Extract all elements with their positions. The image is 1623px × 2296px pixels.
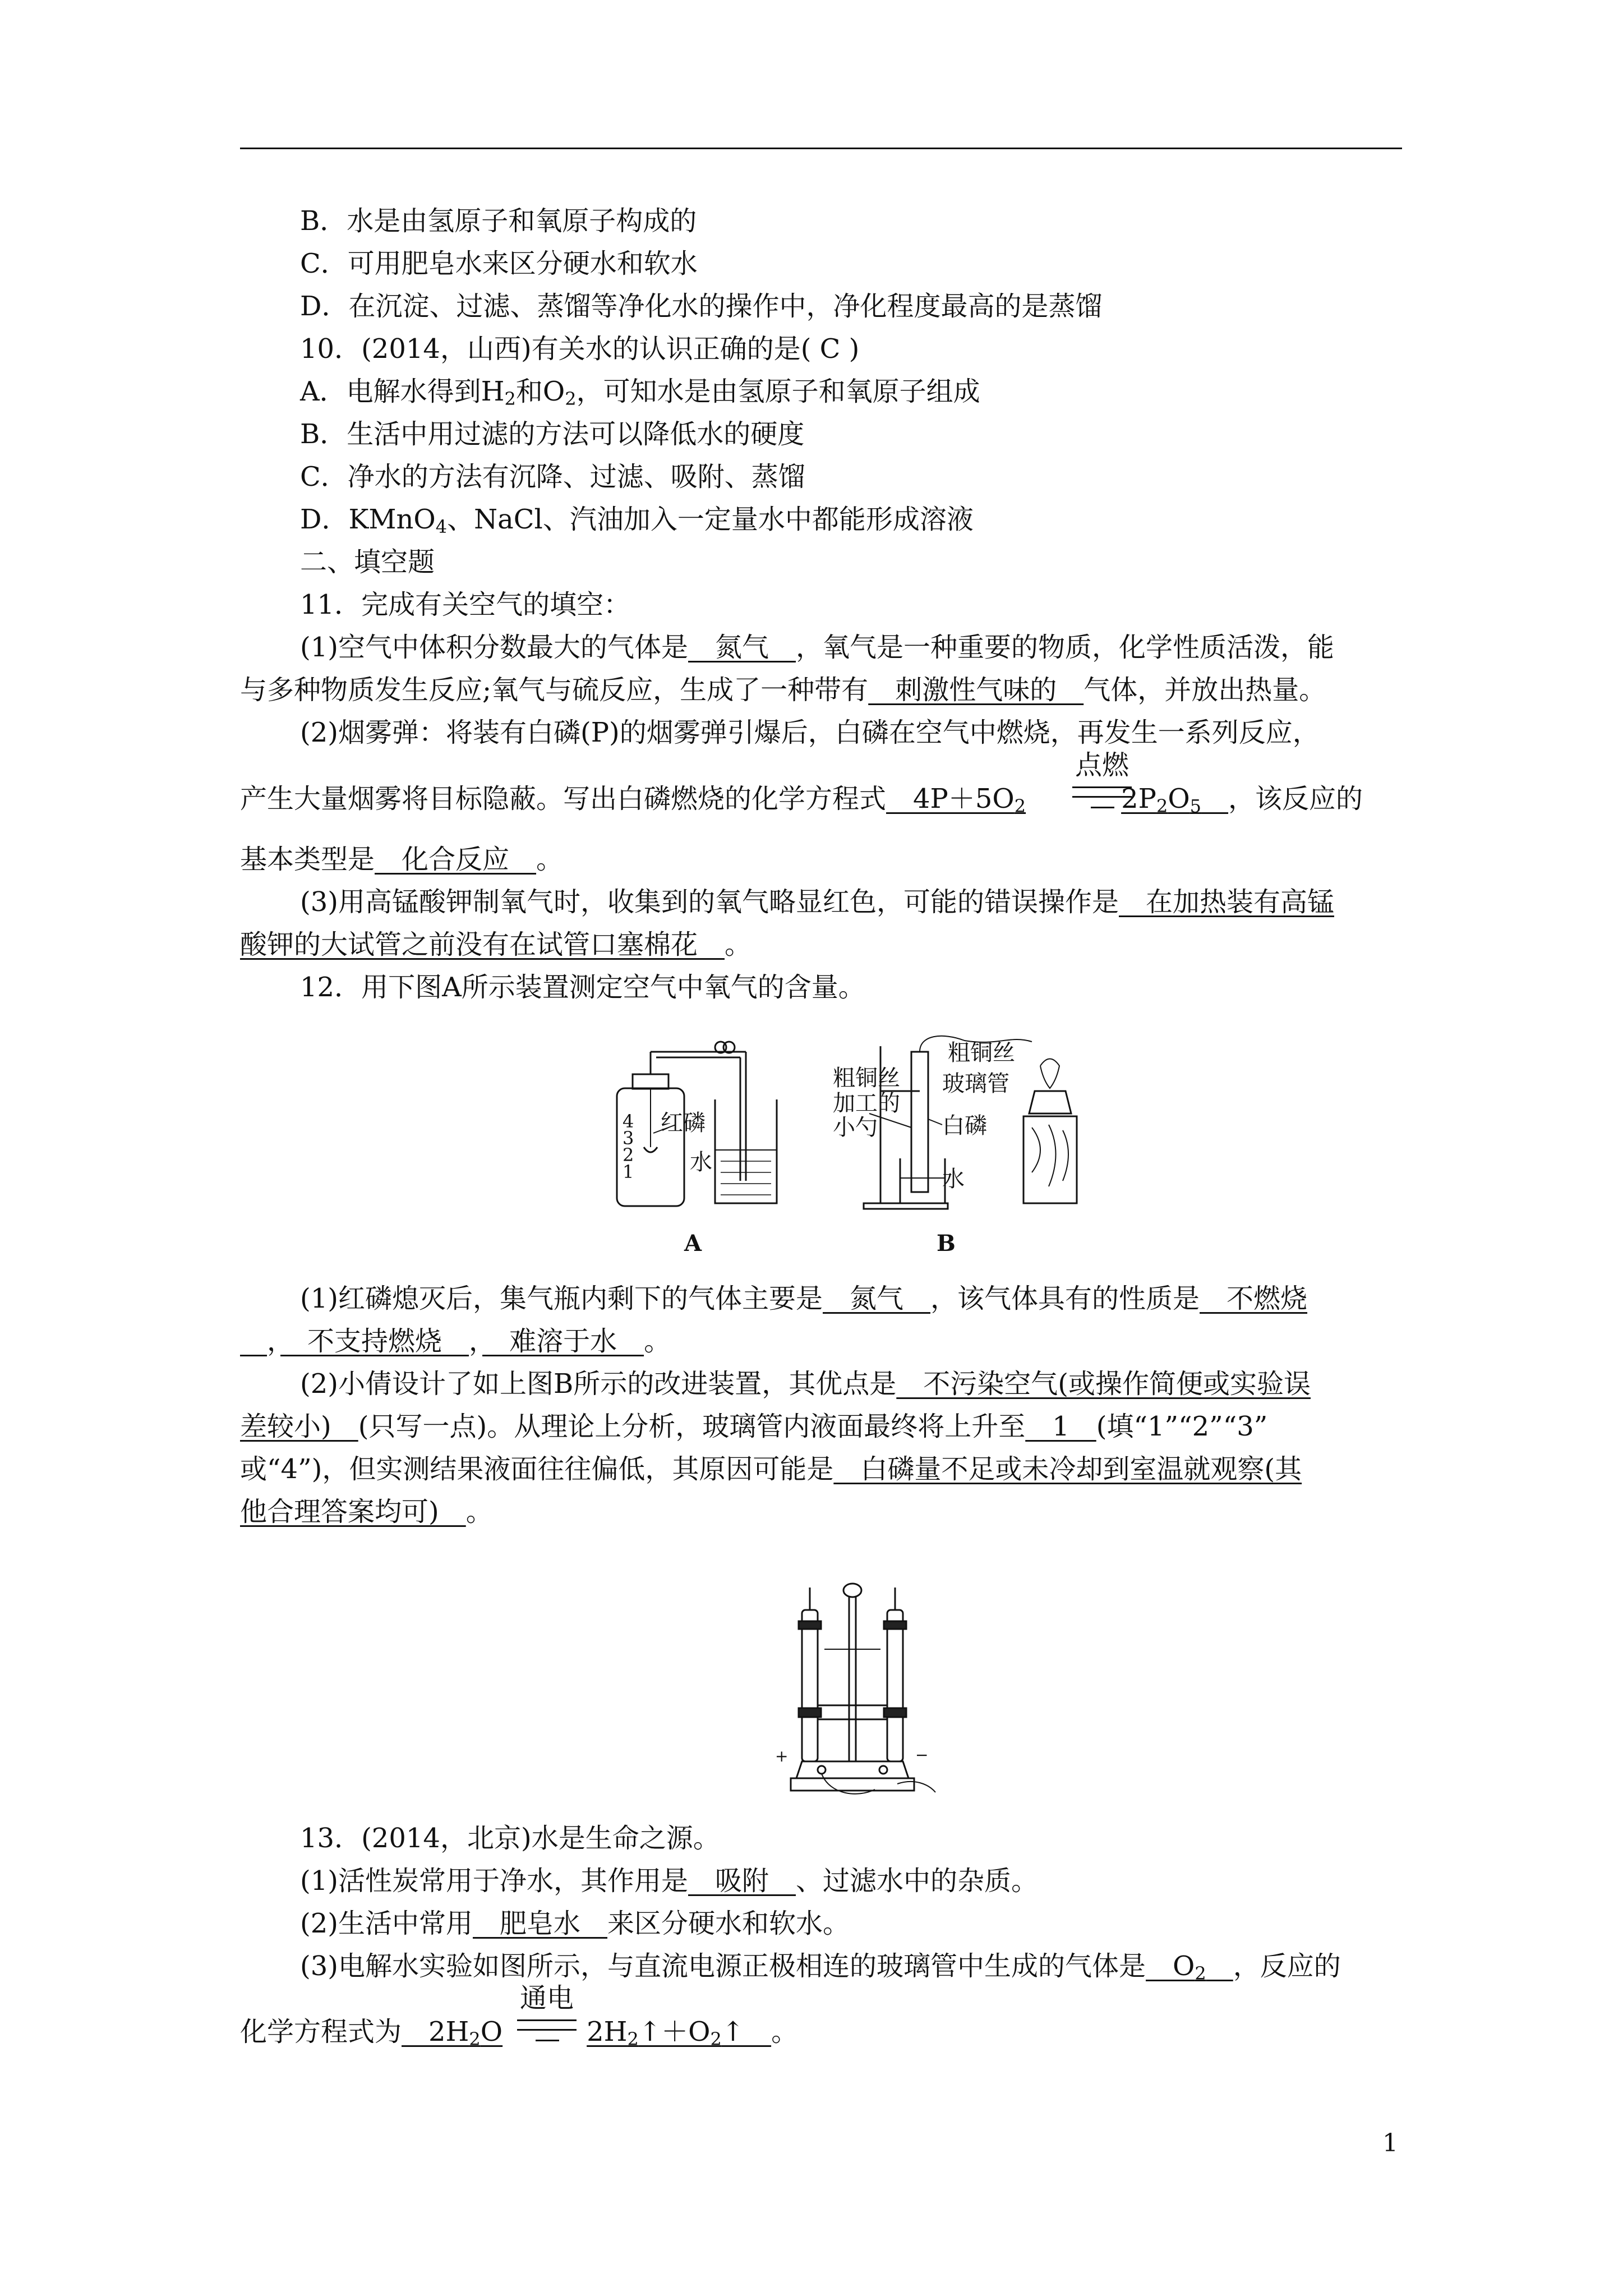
q11-part2-line3: 基本类型是 化合反应 。 [240,844,564,875]
funnel [843,1584,861,1597]
q11-part1-line2: 与多种物质发生反应;氧气与硫反应，生成了一种带有 刺激性气味的 气体，并放出热量。 [240,674,1326,706]
stopper [633,1074,668,1089]
base [796,1761,909,1778]
answer-blank: 肥皂水 [473,1908,608,1939]
answer-blank: 化合反应 [375,844,537,875]
answer-blank: 不支持燃烧 [280,1326,469,1357]
label-white-phosphorus: 白磷 [942,1113,987,1139]
reaction-condition: 点燃 [1075,749,1129,781]
q11-part3-line1: (3)用高锰酸钾制氧气时，收集到的氧气略显红色，可能的错误操作是 在加热装有高锰 [300,886,1335,918]
scale-1: 1 [623,1161,634,1182]
q11-part2-line1: (2)烟雾弹：将装有白磷(P)的烟雾弹引爆后，白磷在空气中燃烧，再发生一系列反应， [300,717,1320,748]
answer-blank: 氮气 [688,632,796,663]
label-water-b: 水 [942,1166,965,1192]
answer-blank: 在加热装有高锰 [1119,886,1335,918]
figure-label-b: B [937,1230,956,1257]
answer-blank: $O_2$ [1146,1950,1206,1984]
answer-blank: 酸钾的大试管之前没有在试管口塞棉花 [240,929,725,960]
tube-left [802,1610,818,1761]
header-rule [240,148,1402,149]
equals-sign [1072,786,1132,798]
beaker-b [900,1158,945,1203]
wood-block [1023,1116,1077,1203]
base-plate [791,1778,914,1791]
q13-part2: (2)生活中常用 肥皂水 来区分硬水和软水。 [300,1908,850,1939]
answer-blank: 1 [1025,1411,1096,1442]
terminal-icon [818,1766,826,1774]
combustion-spoon [644,1147,657,1152]
q13-stem: 13．(2014，北京)水是生命之源。 [300,1823,720,1854]
equals-tick [536,2040,559,2041]
q12-part1-line2: ， 不支持燃烧 ， 难溶于水 。 [267,1326,671,1357]
q12-stem: 12．用下图A所示装置测定空气中氧气的含量。 [300,972,865,1003]
figure-label-a: A [684,1230,702,1257]
answer-blank: 氮气 [823,1283,931,1314]
answer-blank: $2H_2O$ $2H_2↑+O_2↑$ [402,2016,772,2050]
q12-part2-line3: 或“4”)，但实测结果液面往往偏低，其原因可能是 白磷量不足或未冷却到室温就观察(其 [240,1453,1302,1485]
q11-part2-line2: 产生大量烟雾将目标隐蔽。写出白磷燃烧的化学方程式 $4P+5O_2$ $2P_2O_5$ ，该反应的 [240,783,1363,817]
q10-option-d: D．KMnO$_4$、NaCl、汽油加入一定量水中都能形成溶液 [300,504,974,537]
q9-option-d: D．在沉淀、过滤、蒸馏等净化水的操作中，净化程度最高的是蒸馏 [300,291,1103,322]
scale-4: 4 [623,1111,634,1132]
q10-stem: 10．(2014，山西)有关水的认识正确的是( C ) [300,333,860,365]
q13-part3-line2: 化学方程式为 $2H_2O$ $2H_2↑+O_2↑$ 。 [240,2016,799,2050]
q11-part3-line2: 酸钾的大试管之前没有在试管口塞棉花 。 [240,929,752,960]
oxygen-content-apparatus-figure [606,1035,1099,1259]
q12-part2-line4: 他合理答案均可) 。 [240,1496,493,1527]
answer-blank: 难溶于水 [482,1326,644,1357]
scale-3: 3 [623,1128,634,1149]
q10-option-b: B．生活中用过滤的方法可以降低水的硬度 [300,418,805,450]
q11-part1-line1: (1)空气中体积分数最大的气体是 氮气 ，氧气是一种重要的物质，化学性质活泼，能 [300,632,1335,663]
equals-tick [1091,807,1114,808]
q12-part2-line1: (2)小倩设计了如上图B所示的改进装置，其优点是 不污染空气(或操作简便或实验误 [300,1368,1311,1400]
q12-part2-line2: 差较小) (只写一点)。从理论上分析，玻璃管内液面最终将上升至 1 (填“1”“2”“3” [240,1411,1268,1442]
label-negative: − [915,1746,929,1764]
scale-2: 2 [623,1144,634,1166]
q10-option-c: C．净水的方法有沉降、过滤、吸附、蒸馏 [300,461,805,493]
q10-option-a: A．电解水得到$H_2$和$O_2$，可知水是由氢原子和氧原子组成 [300,376,980,409]
label-red-phosphorus: 红磷 [661,1110,706,1136]
answer-blank: $4P+5O_2$ $2P_2O_5$ [886,783,1202,817]
q9-option-c: C．可用肥皂水来区分硬水和软水 [300,248,698,279]
answer-blank: 不污染空气(或操作简便或实验误 [896,1368,1311,1400]
label-copper-wire: 粗铜丝 [948,1040,1015,1066]
section-heading: 二、填空题 [300,546,435,578]
reaction-condition: 通电 [519,1982,574,2014]
tube-right [887,1610,903,1761]
label-spoon-line3: 小勺 [833,1115,878,1140]
answer-blank: 刺激性气味的 [868,674,1084,706]
equals-sign [517,2019,577,2031]
label-glass-tube: 玻璃管 [942,1071,1009,1097]
glass-tube [911,1052,928,1192]
label-spoon-line2: 加工的 [833,1091,900,1116]
q11-stem: 11．完成有关空气的填空： [300,589,631,620]
label-water-a: 水 [690,1149,712,1175]
q12-part1-line1: (1)红磷熄灭后，集气瓶内剩下的气体主要是 氮气 ，该气体具有的性质是 不燃烧 [300,1283,1308,1314]
answer-blank: 白磷量不足或未冷却到室温就观察(其 [833,1453,1302,1485]
q13-part3-line1: (3)电解水实验如图所示，与直流电源正极相连的玻璃管中生成的气体是 $O_2$ ，反应的 [300,1950,1341,1984]
answer-blank: 不燃烧 [1200,1283,1308,1314]
alcohol-lamp [1029,1091,1071,1114]
answer-blank: 吸附 [688,1865,796,1897]
q9-option-b: B．水是由氢原子和氧原子构成的 [300,205,697,237]
q13-part1: (1)活性炭常用于净水，其作用是 吸附 、过滤水中的杂质。 [300,1865,1039,1897]
label-positive: + [775,1747,789,1765]
label-spoon-line1: 粗铜丝 [833,1065,900,1091]
page-number: 1 [1382,2129,1398,2157]
electrolysis-apparatus-figure [768,1576,937,1809]
